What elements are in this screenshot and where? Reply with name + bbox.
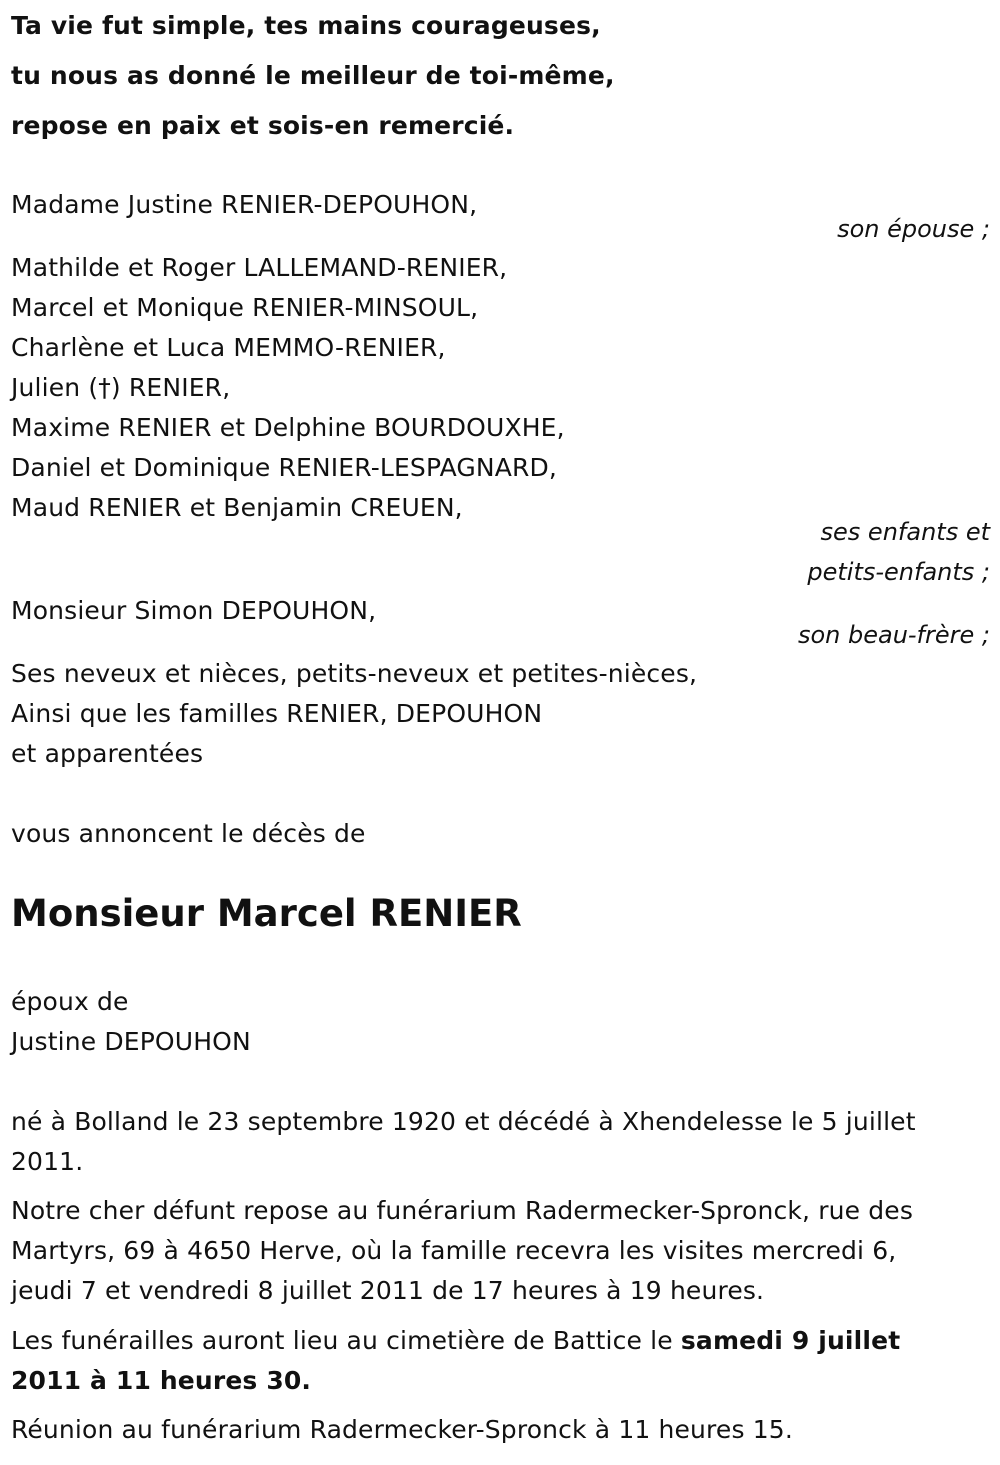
children-role-line-1: ses enfants et: [820, 518, 990, 546]
brother-in-law-name: Monsieur Simon DEPOUHON,: [11, 596, 377, 625]
child-line: Daniel et Dominique RENIER-LESPAGNARD,: [11, 453, 558, 482]
funeral-line-1: [11, 1321, 900, 1361]
funeral-line-2: [11, 1361, 311, 1401]
visit-line-3: jeudi 7 et vendredi 8 juillet 2011 de 17 heures à 19 heures.: [11, 1276, 765, 1305]
funeral-prefix: Les funérailles auront lieu au cimetière de Battice le: [11, 1326, 681, 1355]
child-line: Maud RENIER et Benjamin CREUEN,: [11, 493, 463, 522]
funeral-date-part-1: samedi 9 juillet: [680, 1326, 901, 1355]
relatives-line: et apparentées: [11, 739, 204, 768]
funeral-date-part-2: 2011 à 11 heures 30.: [11, 1366, 312, 1395]
spouse-name: Madame Justine RENIER-DEPOUHON,: [11, 190, 478, 219]
child-line: Mathilde et Roger LALLEMAND-RENIER,: [11, 253, 508, 282]
relatives-line: Ainsi que les familles RENIER, DEPOUHON: [11, 699, 543, 728]
poem-line-1: Ta vie fut simple, tes mains courageuses,: [11, 11, 601, 40]
birth-death-line-2: 2011.: [11, 1147, 84, 1176]
visit-line-2: Martyrs, 69 à 4650 Herve, où la famille recevra les visites mercredi 6,: [11, 1236, 897, 1265]
announcement-text: vous annoncent le décès de: [11, 819, 366, 848]
deceased-spouse-name: Justine DEPOUHON: [11, 1027, 251, 1056]
visit-line-1: Notre cher défunt repose au funérarium Radermecker-Spronck, rue des: [11, 1196, 913, 1225]
deceased-spouse-label: époux de: [11, 987, 129, 1016]
poem-line-3: repose en paix et sois-en remercié.: [11, 111, 515, 140]
child-line: Maxime RENIER et Delphine BOURDOUXHE,: [11, 413, 565, 442]
meeting-line: Réunion au funérarium Radermecker-Spronck à 11 heures 15.: [11, 1415, 793, 1444]
poem-line-2: tu nous as donné le meilleur de toi-même,: [11, 61, 615, 90]
deceased-name: Monsieur Marcel RENIER: [11, 892, 522, 935]
birth-death-line-1: né à Bolland le 23 septembre 1920 et décédé à Xhendelesse le 5 juillet: [11, 1107, 916, 1136]
child-line: Charlène et Luca MEMMO-RENIER,: [11, 333, 446, 362]
spouse-role: son épouse ;: [837, 215, 990, 243]
child-line: Marcel et Monique RENIER-MINSOUL,: [11, 293, 479, 322]
relatives-line: Ses neveux et nièces, petits-neveux et petites-nièces,: [11, 659, 698, 688]
brother-in-law-role: son beau-frère ;: [797, 621, 990, 649]
child-line: Julien (†) RENIER,: [11, 373, 231, 402]
children-role-line-2: petits-enfants ;: [807, 558, 990, 586]
